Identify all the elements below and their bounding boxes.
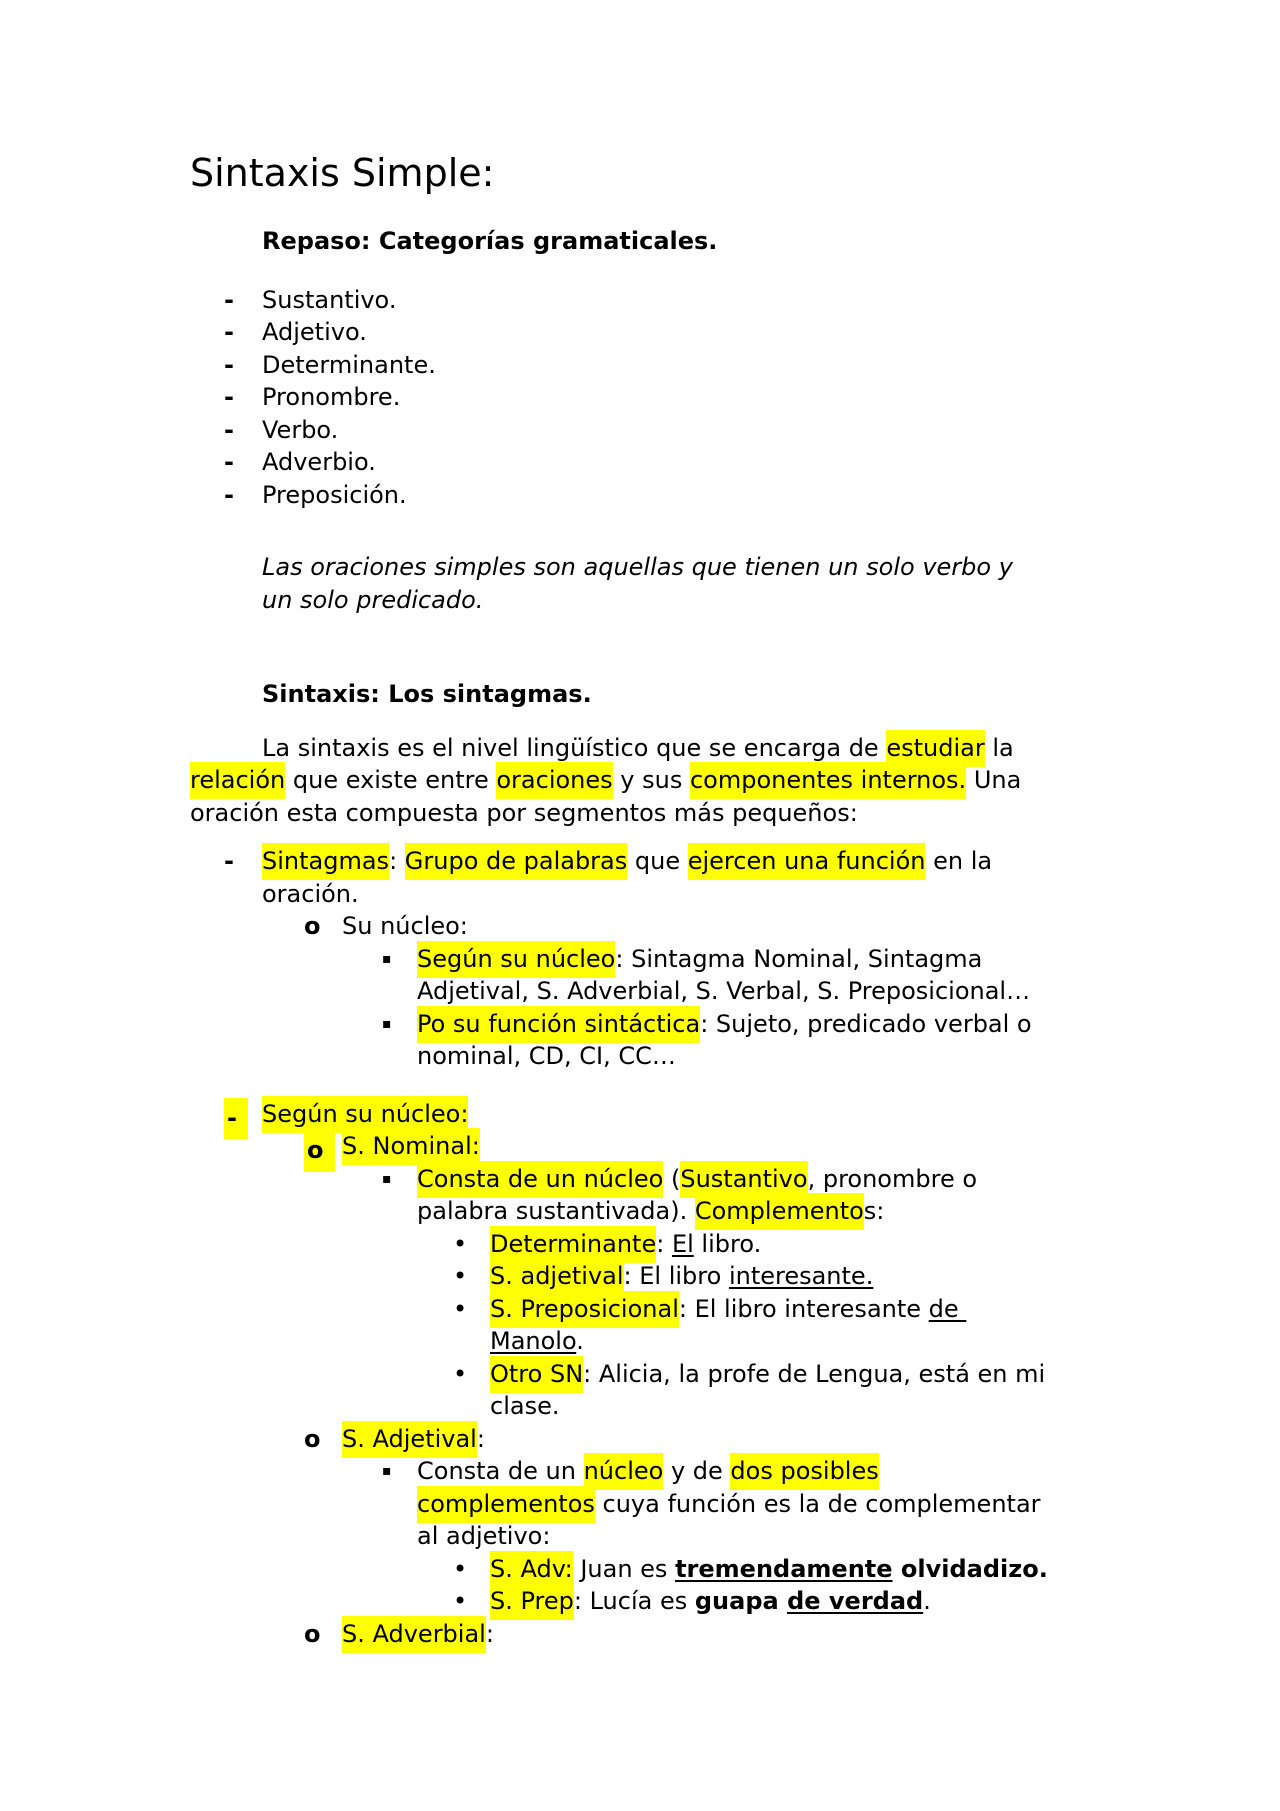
- li-segun-su-nucleo: [190, 1098, 1140, 1131]
- para-sintaxis: [190, 732, 1140, 830]
- text-segment: la: [984, 733, 1014, 762]
- text-line: [190, 1358, 1140, 1391]
- text-line: [190, 1423, 1140, 1456]
- li-s-nominal: [190, 1130, 1140, 1163]
- li-s-adjetival: [190, 1423, 1140, 1456]
- text-line: [190, 943, 1140, 976]
- bullet-marker: •: [453, 1294, 468, 1323]
- text-segment: S. Adv:: [490, 1551, 573, 1588]
- bullet-marker: ▪: [382, 950, 392, 967]
- text-segment: : Sujeto, predicado verbal o: [700, 1009, 1032, 1038]
- text-segment: Según su núcleo:: [262, 1096, 468, 1133]
- bullet-marker: •: [453, 1587, 468, 1615]
- text-segment: Verbo.: [262, 415, 339, 444]
- text-line: [190, 551, 1140, 584]
- text-segment: complementos: [417, 1486, 595, 1523]
- text-line: [190, 414, 1140, 447]
- li-verbo: [190, 414, 1140, 447]
- text-line: [190, 1008, 1140, 1041]
- heading-sintagmas: [190, 678, 1140, 711]
- text-segment: Sustantivo: [680, 1161, 807, 1198]
- text-line: [190, 732, 1140, 765]
- text-segment: Una: [966, 766, 1022, 794]
- doc-title: [190, 150, 1140, 196]
- li-funcion-sintactica: [190, 1008, 1140, 1073]
- text-segment: en la: [925, 847, 993, 875]
- li-determinante-ej: [190, 1228, 1140, 1261]
- li-sustantivo: [190, 284, 1140, 317]
- li-adverbio: [190, 446, 1140, 479]
- text-line: [190, 479, 1140, 512]
- text-segment: Sintaxis Simple:: [190, 151, 495, 195]
- text-segment: Otro SN: [490, 1356, 583, 1393]
- bullet-marker: o: [304, 912, 321, 940]
- text-line: [190, 1520, 1140, 1553]
- li-consta-adjetival: [190, 1455, 1140, 1553]
- text-segment: Según su núcleo: [417, 941, 615, 978]
- text-line: [190, 150, 1140, 196]
- text-segment: estudiar: [886, 730, 984, 767]
- text-segment: oración esta compuesta por segmentos más pequeños:: [190, 798, 858, 827]
- bullet-marker: -: [224, 285, 234, 314]
- text-segment: clase.: [490, 1392, 560, 1420]
- text-segment: (: [663, 1164, 681, 1193]
- bullet-marker: •: [453, 1262, 468, 1290]
- text-segment: , pronombre o: [807, 1164, 978, 1193]
- text-line: [190, 1293, 1140, 1326]
- li-pronombre: [190, 381, 1140, 414]
- text-segment: que existe entre: [285, 766, 497, 794]
- text-segment: :: [485, 1619, 494, 1648]
- text-segment: Sintaxis: Los sintagmas.: [262, 680, 592, 708]
- text-segment: que: [627, 847, 688, 875]
- text-segment: y sus: [612, 766, 690, 794]
- text-segment: núcleo: [584, 1453, 664, 1490]
- text-segment: El: [671, 1229, 694, 1258]
- li-determinante: [190, 349, 1140, 382]
- text-line: [190, 1488, 1140, 1521]
- bullet-marker: ▪: [382, 1015, 392, 1032]
- li-adjetivo: [190, 316, 1140, 349]
- text-line: [190, 316, 1140, 349]
- text-segment: [779, 1587, 787, 1615]
- text-segment: Determinante.: [262, 350, 436, 379]
- text-segment: Su núcleo:: [342, 912, 468, 940]
- text-line: [190, 845, 1140, 878]
- text-line: [190, 584, 1140, 617]
- text-segment: de: [928, 1294, 967, 1323]
- bullet-marker: ▪: [382, 1463, 392, 1479]
- text-line: [190, 284, 1140, 317]
- text-line: [190, 1553, 1140, 1586]
- text-segment: interesante.: [728, 1262, 874, 1290]
- text-line: [190, 1098, 1140, 1131]
- text-segment: al adjetivo:: [417, 1522, 551, 1550]
- text-segment: Adjetival, S. Adverbial, S. Verbal, S. Preposicional…: [417, 977, 1031, 1005]
- text-segment: : Sintagma Nominal, Sintagma: [615, 944, 983, 973]
- text-segment: relación: [190, 762, 285, 799]
- text-segment: S. Prep: [490, 1583, 574, 1620]
- text-segment: oración.: [262, 879, 359, 908]
- text-line: [190, 1228, 1140, 1261]
- text-segment: :: [476, 1424, 485, 1453]
- text-line: [190, 381, 1140, 414]
- text-line: [190, 1325, 1140, 1358]
- bullet-marker: o: [304, 1619, 321, 1648]
- bullet-marker: -: [224, 318, 234, 346]
- text-segment: Determinante: [490, 1226, 656, 1263]
- text-segment: guapa: [694, 1587, 779, 1615]
- li-consta-nominal: [190, 1163, 1140, 1228]
- text-segment: Pronombre.: [262, 383, 401, 411]
- bullet-marker: -: [224, 480, 234, 509]
- text-segment: S. Preposicional: [490, 1291, 679, 1328]
- li-s-adv-ej: [190, 1553, 1140, 1586]
- text-line: [190, 1390, 1140, 1423]
- text-segment: ejercen una función: [688, 843, 926, 880]
- text-segment: : Alicia, la profe de Lengua, está en mi: [583, 1359, 1046, 1388]
- li-preposicion: [190, 479, 1140, 512]
- text-segment: Sintagmas: [262, 843, 389, 880]
- text-segment: Manolo: [490, 1327, 577, 1355]
- bullet-marker: •: [453, 1359, 468, 1388]
- text-line: [190, 1195, 1140, 1228]
- li-s-prep-ej: [190, 1585, 1140, 1618]
- text-segment: libro.: [693, 1229, 762, 1258]
- text-line: [190, 878, 1140, 911]
- text-segment: Repaso: Categorías gramaticales.: [262, 227, 718, 255]
- text-line: [190, 446, 1140, 479]
- text-segment: Las oraciones simples son aquellas que tienen un solo verbo y: [262, 553, 1013, 581]
- text-segment: : El libro: [623, 1262, 729, 1290]
- text-segment: Adverbio.: [262, 448, 376, 476]
- text-segment: [893, 1555, 901, 1583]
- text-segment: Sustantivo.: [262, 285, 397, 314]
- text-segment: S. Adverbial: [342, 1616, 486, 1653]
- text-line: [190, 349, 1140, 382]
- text-segment: :: [389, 847, 405, 875]
- bullet-marker: -: [224, 383, 234, 411]
- text-segment: La sintaxis es el nivel lingüístico que se encarga de: [262, 733, 887, 762]
- bullet-marker: ▪: [382, 1170, 392, 1187]
- bullet-marker: o: [304, 1424, 321, 1453]
- text-line: [190, 1040, 1140, 1073]
- bullet-marker: -: [224, 415, 234, 444]
- text-segment: oraciones: [496, 762, 612, 799]
- text-segment: .: [923, 1587, 931, 1615]
- text-segment: S. Adjetival: [342, 1421, 477, 1458]
- bullet-marker: •: [453, 1554, 468, 1583]
- text-segment: Grupo de palabras: [405, 843, 627, 880]
- text-line: [190, 1585, 1140, 1618]
- text-line: [190, 1163, 1140, 1196]
- text-segment: Adjetivo.: [262, 318, 367, 346]
- bullet-marker: •: [453, 1229, 468, 1258]
- text-segment: S. adjetival: [490, 1258, 624, 1295]
- text-segment: Complemento: [695, 1193, 864, 1230]
- text-segment: Consta de un: [417, 1457, 584, 1485]
- text-segment: dos posibles: [730, 1453, 878, 1490]
- li-su-nucleo: [190, 910, 1140, 943]
- text-line: [190, 225, 1140, 258]
- text-segment: s:: [863, 1197, 885, 1225]
- text-segment: Preposición.: [262, 480, 407, 509]
- text-segment: : El libro interesante: [678, 1294, 929, 1323]
- text-line: [190, 1260, 1140, 1293]
- text-segment: :: [656, 1229, 672, 1258]
- text-segment: nominal, CD, CI, CC…: [417, 1042, 676, 1070]
- li-s-preposicional-ej: [190, 1293, 1140, 1358]
- li-sintagmas: [190, 845, 1140, 910]
- li-s-adverbial: [190, 1618, 1140, 1651]
- text-segment: un solo predicado.: [262, 585, 484, 614]
- text-line: [190, 910, 1140, 943]
- text-segment: Juan es: [572, 1554, 676, 1583]
- text-line: [190, 975, 1140, 1008]
- text-segment: componentes internos.: [690, 762, 966, 799]
- text-segment: palabra sustantivada).: [417, 1197, 695, 1225]
- text-segment: y de: [663, 1457, 731, 1485]
- text-segment: olvidadizo.: [900, 1554, 1048, 1583]
- bullet-marker: -: [224, 847, 234, 875]
- text-line: [190, 797, 1140, 830]
- text-segment: : Lucía es: [573, 1587, 695, 1615]
- text-line: [190, 1455, 1140, 1488]
- text-segment: .: [576, 1327, 584, 1355]
- li-otro-sn: [190, 1358, 1140, 1423]
- li-s-adjetival-ej: [190, 1260, 1140, 1293]
- bullet-marker: -: [224, 448, 234, 476]
- bullet-marker: -: [224, 350, 234, 379]
- text-segment: cuya función es la de complementar: [594, 1489, 1041, 1518]
- text-segment: S. Nominal:: [342, 1128, 480, 1165]
- text-segment: Consta de un núcleo: [417, 1161, 663, 1198]
- heading-repaso: [190, 225, 1140, 258]
- bullet-marker: -: [224, 1098, 248, 1140]
- text-segment: Po su función sintáctica: [417, 1006, 700, 1043]
- text-line: [190, 764, 1140, 797]
- text-line: [190, 678, 1140, 711]
- text-segment: de verdad: [787, 1587, 924, 1615]
- text-line: [190, 1618, 1140, 1651]
- bullet-marker: o: [304, 1130, 335, 1172]
- italic-note: [190, 551, 1140, 616]
- li-segun-nucleo-tipos: [190, 943, 1140, 1008]
- text-segment: tremendamente: [675, 1554, 893, 1583]
